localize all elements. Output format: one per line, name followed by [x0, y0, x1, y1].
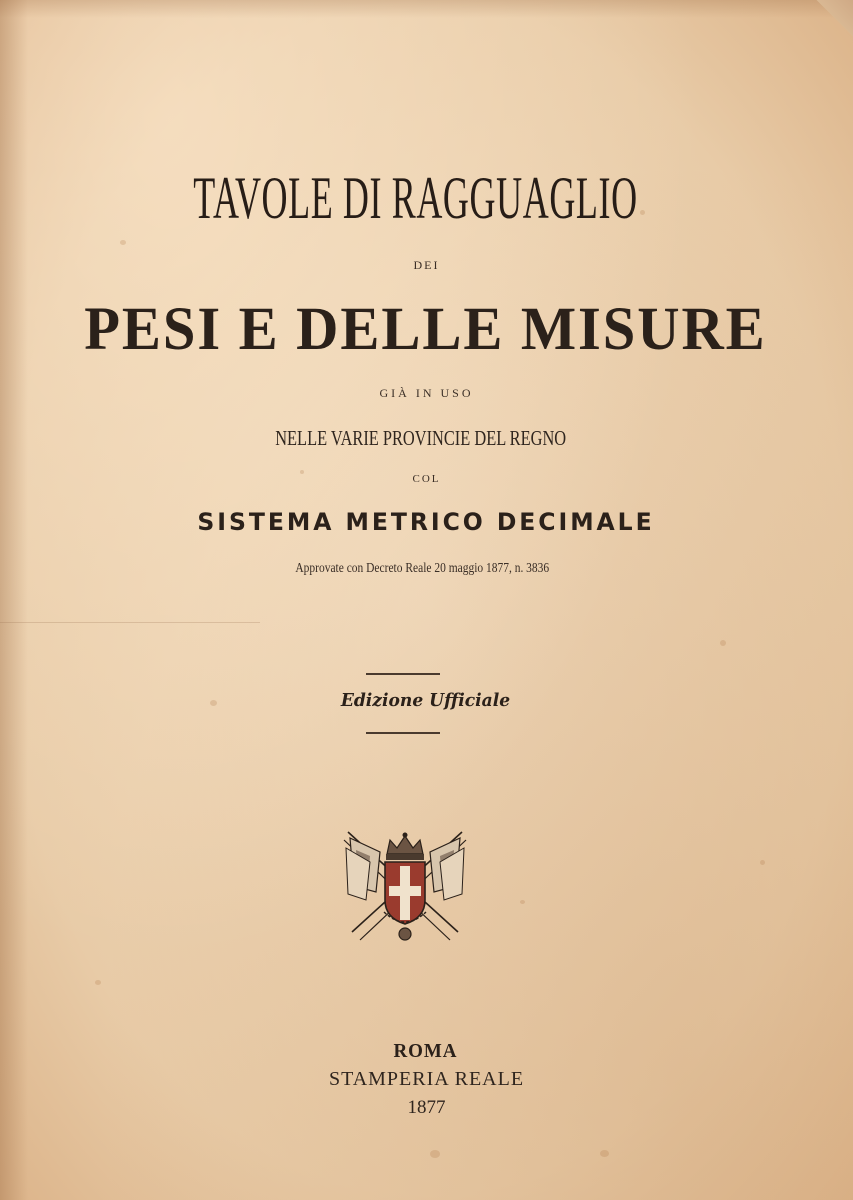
subtitle-metric-system: SISTEMA METRICO DECIMALE	[197, 508, 655, 536]
subtitle-gia-in-uso: GIÀ IN USO	[379, 386, 474, 400]
connector-dei: DEI	[413, 258, 440, 272]
page-edge-shadow-top	[0, 0, 853, 18]
folded-corner	[813, 0, 853, 40]
paper-spot	[720, 640, 726, 646]
edition-label: Edizione Ufficiale	[340, 690, 511, 711]
paper-spot	[120, 240, 126, 245]
page-edge-shadow-left	[0, 0, 28, 1200]
coat-of-arms-icon	[340, 828, 470, 946]
imprint-printer: STAMPERIA REALE	[328, 1068, 525, 1090]
divider-bottom	[366, 732, 440, 734]
connector-col: COL	[412, 473, 441, 485]
paper-spot	[95, 980, 101, 985]
paper-spot	[430, 1150, 440, 1158]
divider-top	[366, 673, 440, 675]
main-title-line-2: PESI E DELLE MISURE	[84, 296, 767, 363]
imprint-place: ROMA	[393, 1040, 458, 1062]
paper-spot	[760, 860, 765, 865]
paper-spot	[520, 900, 525, 904]
main-title-line-1: TAVOLE DI RAGGUAGLIO	[193, 165, 638, 231]
imprint-year: 1877	[407, 1097, 446, 1118]
paper-crease	[0, 622, 260, 623]
paper-spot	[600, 1150, 609, 1157]
subtitle-provinces: NELLE VARIE PROVINCIE DEL REGNO	[275, 426, 567, 450]
approval-note: Approvate con Decreto Reale 20 maggio 1877, n. 3836	[295, 561, 550, 576]
